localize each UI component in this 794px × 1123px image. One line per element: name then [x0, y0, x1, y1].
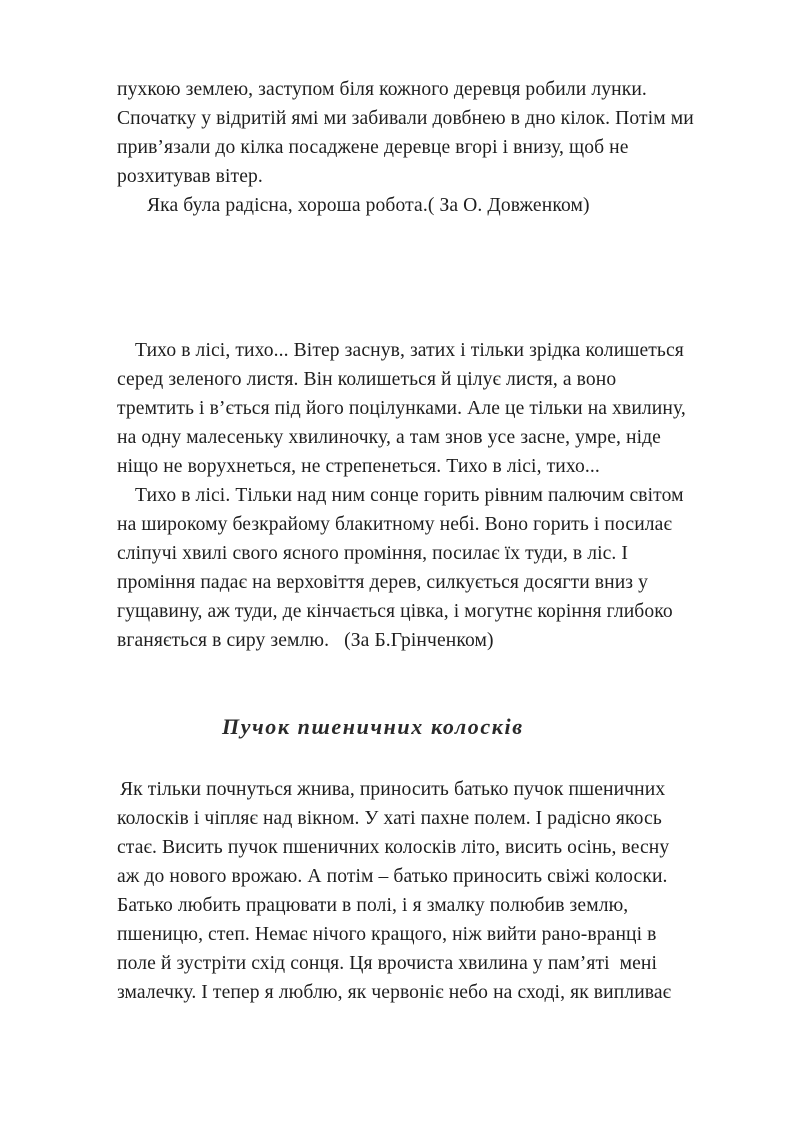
text-line: аж до нового врожаю. А потім – батько приносить свіжі колоски.	[117, 866, 668, 887]
text-line: розхитував вітер.	[117, 166, 263, 187]
text-line: змалечку. І тепер я люблю, як червоніє небо на сході, як випливає	[117, 982, 672, 1003]
text-line: пухкою землею, заступом біля кожного деревця робили лунки.	[117, 79, 647, 100]
text-line: Яка була радісна, хороша робота.( За О. Довженком)	[147, 195, 590, 216]
text-line: стає. Висить пучок пшеничних колосків літо, висить осінь, весну	[117, 837, 670, 858]
text-line: гущавину, аж туди, де кінчається цівка, і могутнє коріння глибоко	[117, 601, 673, 622]
text-line: ніщо не ворухнеться, не стрепенеться. Тихо в лісі, тихо...	[117, 456, 600, 477]
text-line: на широкому безкрайому блакитному небі. Воно горить і посилає	[117, 514, 672, 535]
text-line: колосків і чіпляє над вікном. У хаті пахне полем. І радісно якось	[117, 808, 662, 829]
text-line: Як тільки почнуться жнива, приносить батько пучок пшеничних	[120, 779, 666, 800]
text-line: поле й зустріти схід сонця. Ця врочиста хвилина у пам’яті мені	[117, 953, 658, 974]
text-line: сліпучі хвилі свого ясного проміння, посилає їх туди, в ліс. І	[117, 543, 629, 564]
text-line: прив’язали до кілка посаджене деревце вгорі і внизу, щоб не	[117, 137, 629, 158]
text-line: вганяється в сиру землю. (За Б.Грінченком)	[117, 630, 494, 651]
text-line: Батько любить працювати в полі, і я змалку полюбив землю,	[117, 895, 629, 916]
text-line: Тихо в лісі, тихо... Вітер заснув, затих і тільки зрідка колишеться	[135, 340, 684, 361]
text-line: на одну малесеньку хвилиночку, а там знов усе засне, умре, ніде	[117, 427, 661, 448]
text-line: Тихо в лісі. Тільки над ним сонце горить рівним палючим світом	[135, 485, 684, 506]
text-line: серед зеленого листя. Він колишеться й цілує листя, а воно	[117, 369, 617, 390]
text-line: Спочатку у відритій ямі ми забивали довбнею в дно кілок. Потім ми	[117, 108, 694, 129]
text-line: проміння падає на верховіття дерев, силкується досягти вниз у	[117, 572, 649, 593]
text-line: тремтить і в’ється під його поцілунками. Але це тільки на хвилину,	[117, 398, 686, 419]
section-title: Пучок пшеничних колосків	[222, 714, 524, 739]
text-line: пшеницю, степ. Немає нічого кращого, ніж вийти рано-вранці в	[117, 924, 657, 945]
